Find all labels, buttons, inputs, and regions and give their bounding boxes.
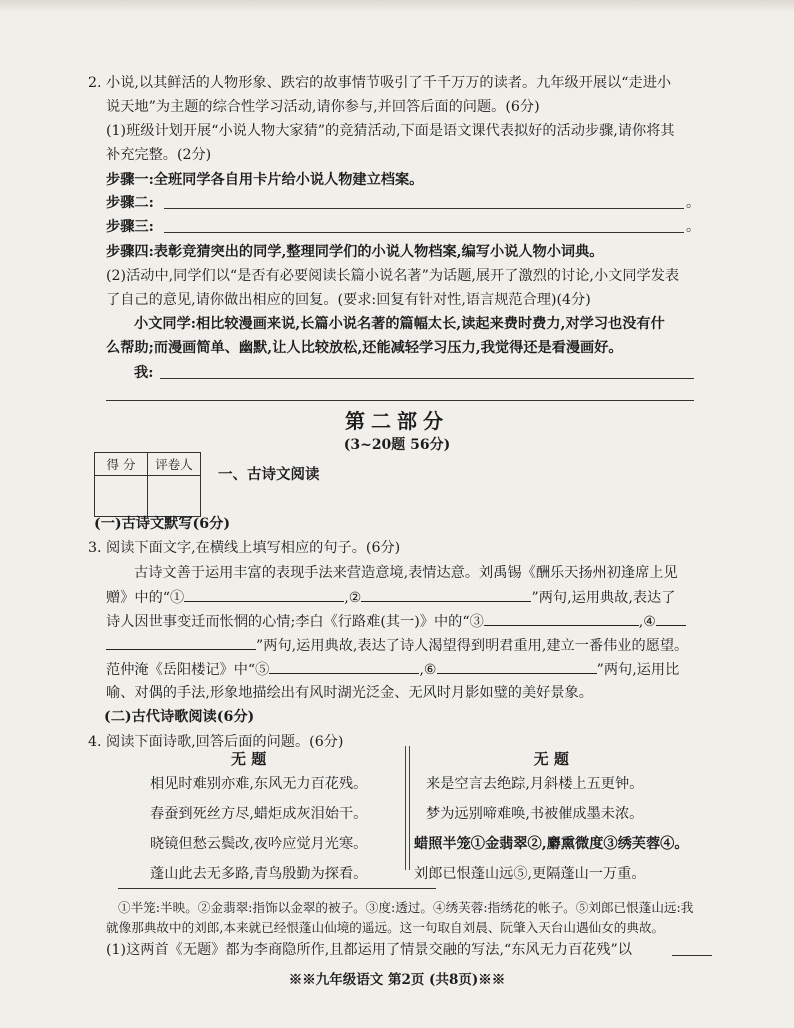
q3-p3-b: ,④ <box>638 614 657 630</box>
footnote-rule <box>118 888 436 889</box>
poem-2-line: 刘郎已恨蓬山远⑤,更隔蓬山一万重。 <box>414 866 646 882</box>
scan-edge <box>0 0 794 12</box>
blank-5[interactable] <box>269 659 419 674</box>
q2-sub1-line-2: 补充完整。(2分) <box>106 147 212 163</box>
score-header: 得 分 <box>95 453 148 476</box>
poem-2-line: 来是空言去绝踪,月斜楼上五更钟。 <box>426 776 644 792</box>
grader-cell[interactable] <box>148 476 201 517</box>
q3-p4: ”两句,运用典故,表达了诗人渴望得到明君重用,建立一番伟业的愿望。 <box>256 638 689 654</box>
page-footer: ※※九年级语文 第2页 (共8页)※※ <box>288 972 506 988</box>
q2-step-2-period: 。 <box>686 195 701 211</box>
q3-p2-c: ”两句,运用典故,表达了 <box>531 590 676 606</box>
footnote-line-2: 就像那典故中的刘郎,本来就已经恨蓬山仙境的遥远。这一句取自刘晨、阮肇入天台山遇仙女的典故。 <box>106 920 665 935</box>
q2-intro-line-2: 说天地”为主题的综合性学习活动,请你参与,并回答后面的问题。(6分) <box>106 99 540 115</box>
grader-header: 评卷人 <box>148 453 201 476</box>
poem-2-line: 蜡照半笼①金翡翠②,麝熏微度③绣芙蓉④。 <box>414 836 689 852</box>
poem-1-line: 相见时难别亦难,东风无力百花残。 <box>150 776 368 792</box>
blank-6[interactable] <box>437 659 597 674</box>
q2-me-label: 我: <box>134 365 154 381</box>
poem-2-line: 梦为远别啼难唤,书被催成墨未浓。 <box>426 806 644 822</box>
poem-2 <box>414 748 689 889</box>
poem-1 <box>150 748 367 889</box>
q3-p5-c: ”两句,运用比 <box>596 662 680 678</box>
q3-p2-a: 赠》中的“① <box>106 590 185 606</box>
q2-step-3-period: 。 <box>686 219 701 235</box>
q3-p5-b: ,⑥ <box>419 662 437 678</box>
q3-stem: 3. 阅读下面文字,在横线上填写相应的句子。(6分) <box>88 540 401 556</box>
q3-para-line-4 <box>106 635 688 656</box>
score-table <box>94 452 201 517</box>
q3-p2-b: ,② <box>344 590 362 606</box>
q2-sub1-line-1: (1)班级计划开展“小说人物大家猜”的竞猜活动,下面是语文课代表拟好的活动步骤,请你将其 <box>106 123 675 139</box>
poem-divider <box>405 746 406 870</box>
poem-1-line: 蓬山此去无多路,青鸟殷勤为探看。 <box>150 866 368 882</box>
poem-1-line: 晓镜但愁云鬓改,夜吟应觉月光寒。 <box>150 836 368 852</box>
part-2-title: 第二部分 <box>345 409 449 433</box>
q3-para-line-2 <box>106 587 675 608</box>
q4-heading: (二)古代诗歌阅读(6分) <box>104 709 255 725</box>
q4-sub1-answer-line[interactable] <box>672 955 712 956</box>
q4-sub1: (1)这两首《无题》都为李商隐所作,且都运用了情景交融的写法,“东风无力百花残”以 <box>106 942 632 958</box>
q2-step-4: 步骤四:表彰竞猜突出的同学,整理同学们的小说人物档案,编写小说人物小词典。 <box>106 244 604 260</box>
q3-para-line-5 <box>106 659 679 680</box>
part-2-range: (3~20题 56分) <box>343 437 451 453</box>
q3-para-line-6: 喻、对偶的手法,形象地描绘出有风时湖光泛金、无风时月影如璧的美好景象。 <box>106 685 593 701</box>
q3-p5-a: 范仲淹《岳阳楼记》中“⑤ <box>106 662 270 678</box>
q2-xiaowen-line-2: 么帮助;而漫画简单、幽默,让人比较放松,还能减轻学习压力,我觉得还是看漫画好。 <box>106 340 623 356</box>
score-cell[interactable] <box>95 476 148 517</box>
q2-sub2-line-1: (2)活动中,同学们以“是否有必要阅读长篇小说名著”为话题,展开了激烈的讨论,小文同学发表 <box>106 268 680 284</box>
q2-intro-line-1: 2. 小说,以其鲜活的人物形象、跌宕的故事情节吸引了千千万万的读者。九年级开展以“走进小 <box>88 75 672 91</box>
q2-xiaowen-line-1: 小文同学:相比较漫画来说,长篇小说名著的篇幅太长,读起来费时费力,对学习也没有什 <box>134 316 665 332</box>
poem-1-line: 春蚕到死丝方尽,蜡炬成灰泪始干。 <box>150 806 368 822</box>
blank-4[interactable] <box>106 635 256 650</box>
q2-reply-line-1[interactable] <box>160 378 694 379</box>
q2-step-3-answer-line[interactable] <box>164 232 684 233</box>
q2-step-2-label: 步骤二: <box>106 195 154 211</box>
q3-p3-a: 诗人因世事变迁而怅惘的心情;李白《行路难(其一)》中的“③ <box>106 614 484 630</box>
footnote-line-1: ①半笼:半映。②金翡翠:指饰以金翠的被子。③度:透过。④绣芙蓉:指绣花的帐子。⑤刘郎已恨蓬山远:我 <box>118 900 694 915</box>
blank-2[interactable] <box>361 587 531 602</box>
q2-step-2-answer-line[interactable] <box>164 208 684 209</box>
q2-sub2-line-2: 了自己的意见,请你做出相应的回复。(要求:回复有针对性,语言规范合理)(4分) <box>106 292 591 308</box>
q2-step-1: 步骤一:全班同学各自用卡片给小说人物建立档案。 <box>106 172 424 188</box>
blank-3[interactable] <box>484 611 639 626</box>
q3-para-line-3 <box>106 611 686 632</box>
blank-1[interactable] <box>184 587 344 602</box>
poem-divider <box>409 746 410 870</box>
q2-step-3-label: 步骤三: <box>106 219 154 235</box>
poem-1-title: 无 题 <box>231 750 267 768</box>
section-heading-classical: 一、古诗文阅读 <box>218 466 320 483</box>
q4-stem: 4. 阅读下面诗歌,回答后面的问题。(6分) <box>88 734 344 750</box>
q3-heading: (一)古诗文默写(6分) <box>94 516 231 532</box>
q2-reply-line-2[interactable] <box>106 400 694 401</box>
q3-para-line-1: 古诗文善于运用丰富的表现手法来营造意境,表情达意。刘禹锡《酬乐天扬州初逢席上见 <box>134 565 678 581</box>
blank-4-start[interactable] <box>656 611 686 626</box>
poem-2-title: 无 题 <box>533 750 569 768</box>
